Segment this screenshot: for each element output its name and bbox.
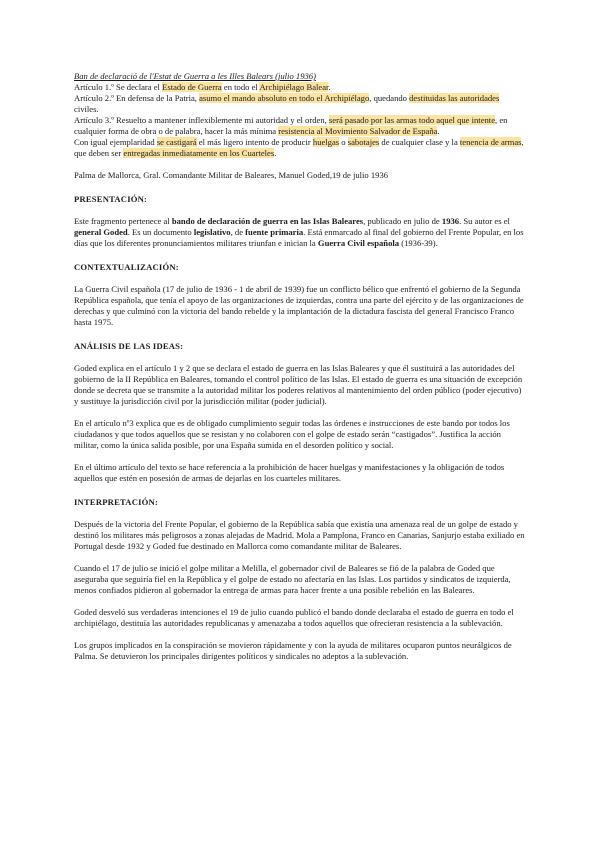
heading-presentacion: PRESENTACIÓN: <box>74 194 148 204</box>
signature-line: Palma de Mallorca, Gral. Comandante Militar de Baleares, Manuel Goded,19 de julio 1936 <box>74 170 389 180</box>
analisis-paragraph-2: En el artículo nº3 explica que es de obligado cumplimiento seguir todas las órdenes e instrucciones de este bando por todos los ciudadanos y que todos aquellos que se resistan y no colaboren con el golpe de estado serán “castigados”. Justifica la acción militar, como la única salida posible, por una España sumida en el desorden político y social. <box>74 418 510 450</box>
decree-article-1: Artículo 1.º Se declara el Estado de Guerra en todo el Archipiélago Balear. <box>74 82 331 92</box>
decree-article-2: Artículo 2.º En defensa de la Patria, asumo el mando absoluto en todo el Archipiélago, quedando destituidas las autoridades civiles. <box>74 93 500 114</box>
decree-title: Ban de declaració de l'Estat de Guerra a les Illes Balears (julio 1936) <box>74 71 316 81</box>
highlight: huelgas <box>312 137 340 147</box>
interpretacion-paragraph-4: Los grupos implicados en la conspiración se movieron rápidamente y con la ayuda de militares ocuparon puntos neurálgicos de Palma. Se detuvieron los principales dirigentes políticos y sindicales no adeptos a la sublevación. <box>74 640 512 661</box>
document-body <box>74 71 526 673</box>
heading-contextualizacion: CONTEXTUALIZACIÓN: <box>74 262 179 272</box>
highlight: se castigará <box>156 137 197 147</box>
highlight: Archipiélago Balear <box>259 82 329 92</box>
highlight: entregadas inmediatamente en los Cuarteles <box>123 148 275 158</box>
presentacion-paragraph: Este fragmento pertenece al bando de declaración de guerra en las Islas Baleares, publicado en julio de 1936. Su autor es el general Goded. Es un documento legislativo, de fuente primaria. Está enmarcado al final del gobierno del Frente Popular, en los días que los diferentes pronunciamientos militares triunfan e inician la Guerra Civil española (1936-39). <box>74 216 524 248</box>
highlight: destituidas las autoridades <box>409 93 500 103</box>
decree-closing: Con igual ejemplaridad se castigará el más ligero intento de producir huelgas o sabotajes de cualquier clase y la tenencia de armas, que deben ser entregadas inmediatamente en los Cuarteles. <box>74 137 524 158</box>
analisis-paragraph-1: Goded explica en el artículo 1 y 2 que se declara el estado de guerra en las Islas Baleares y que él sustituirá a las autoridades del gobierno de la II República en Baleares, tomando el control político de las Islas. El estado de guerra es una situación de excepción donde se decreta que se transmite a la autoridad militar los poderes relativos al mantenimiento del orden público (poder ejecutivo) y sustituye la jurisdicción civil por la jurisdicción militar (poder judicial). <box>74 363 523 406</box>
highlight: tenencia de armas <box>459 137 522 147</box>
highlight: Estado de Guerra <box>162 82 222 92</box>
decree-article-3: Artículo 3.º Resuelto a mantener inflexiblemente mi autoridad y el orden, será pasado por las armas todo aquel que intente, en cualquier forma de obra o de palabra, hacer la más mínima resistencia al Movimiento Salvador de España. <box>74 115 508 136</box>
analisis-paragraph-3: En el último artículo del texto se hace referencia a la prohibición de hacer huelgas y manifestaciones y la obligación de todos aquellos que estén en posesión de armas de dejarlas en los cuarteles militares. <box>74 462 505 483</box>
heading-interpretacion: INTERPRETACIÓN: <box>74 497 159 507</box>
highlight: sabotajes <box>347 137 380 147</box>
decree-text <box>74 82 526 159</box>
highlight: será pasado por las armas todo aquel que intente <box>328 115 496 125</box>
highlight: asumo el mando absoluto en todo el Archipiélago <box>199 93 370 103</box>
heading-analisis: ANÁLISIS DE LAS IDEAS: <box>74 341 184 351</box>
contextualizacion-paragraph: La Guerra Civil española (17 de julio de 1936 - 1 de abril de 1939) fue un conflicto bélico que enfrentó el gobierno de la Segunda República española, que tenía el apoyo de las organizaciones de izquierdas, contra una parte del ejército y de las organizaciones de derechas y que culminó con la victoria del bando rebelde y la implantación de la dictadura fascista del general Francisco Franco hasta 1975. <box>74 284 524 327</box>
interpretacion-paragraph-1: Después de la victoria del Frente Popular, el gobierno de la República sabía que existía una amenaza real de un golpe de estado y destinó los militares más peligrosos a zonas alejadas de Madrid. Mola a Pamplona, Franco en Canarias, Sanjurjo estaba exiliado en Portugal desde 1932 y Goded fue destinado en Mallorca como comandante militar de Baleares. <box>74 519 525 551</box>
highlight: resistencia al Movimiento Salvador de España <box>278 126 438 136</box>
interpretacion-paragraph-3: Goded desveló sus verdaderas intenciones el 19 de julio cuando publicó el bando donde declaraba el estado de guerra en todo el archipiélago, destituía las autoridades republicanas y amenazaba a todos aquellos que ofrecieran resistencia a la sublevación. <box>74 607 514 628</box>
interpretacion-paragraph-2: Cuando el 17 de julio se inició el golpe militar a Melilla, el gobernador civil de Baleares se fió de la palabra de Goded que aseguraba que seguiría fiel en la República y el golpe de estado no afectaría en las Islas. Los partidos y sindicatos de izquierda, menos confiados pidieron al gobernador la entrega de armas para hacer frente a una posible rebelión en las Baleares. <box>74 563 511 595</box>
